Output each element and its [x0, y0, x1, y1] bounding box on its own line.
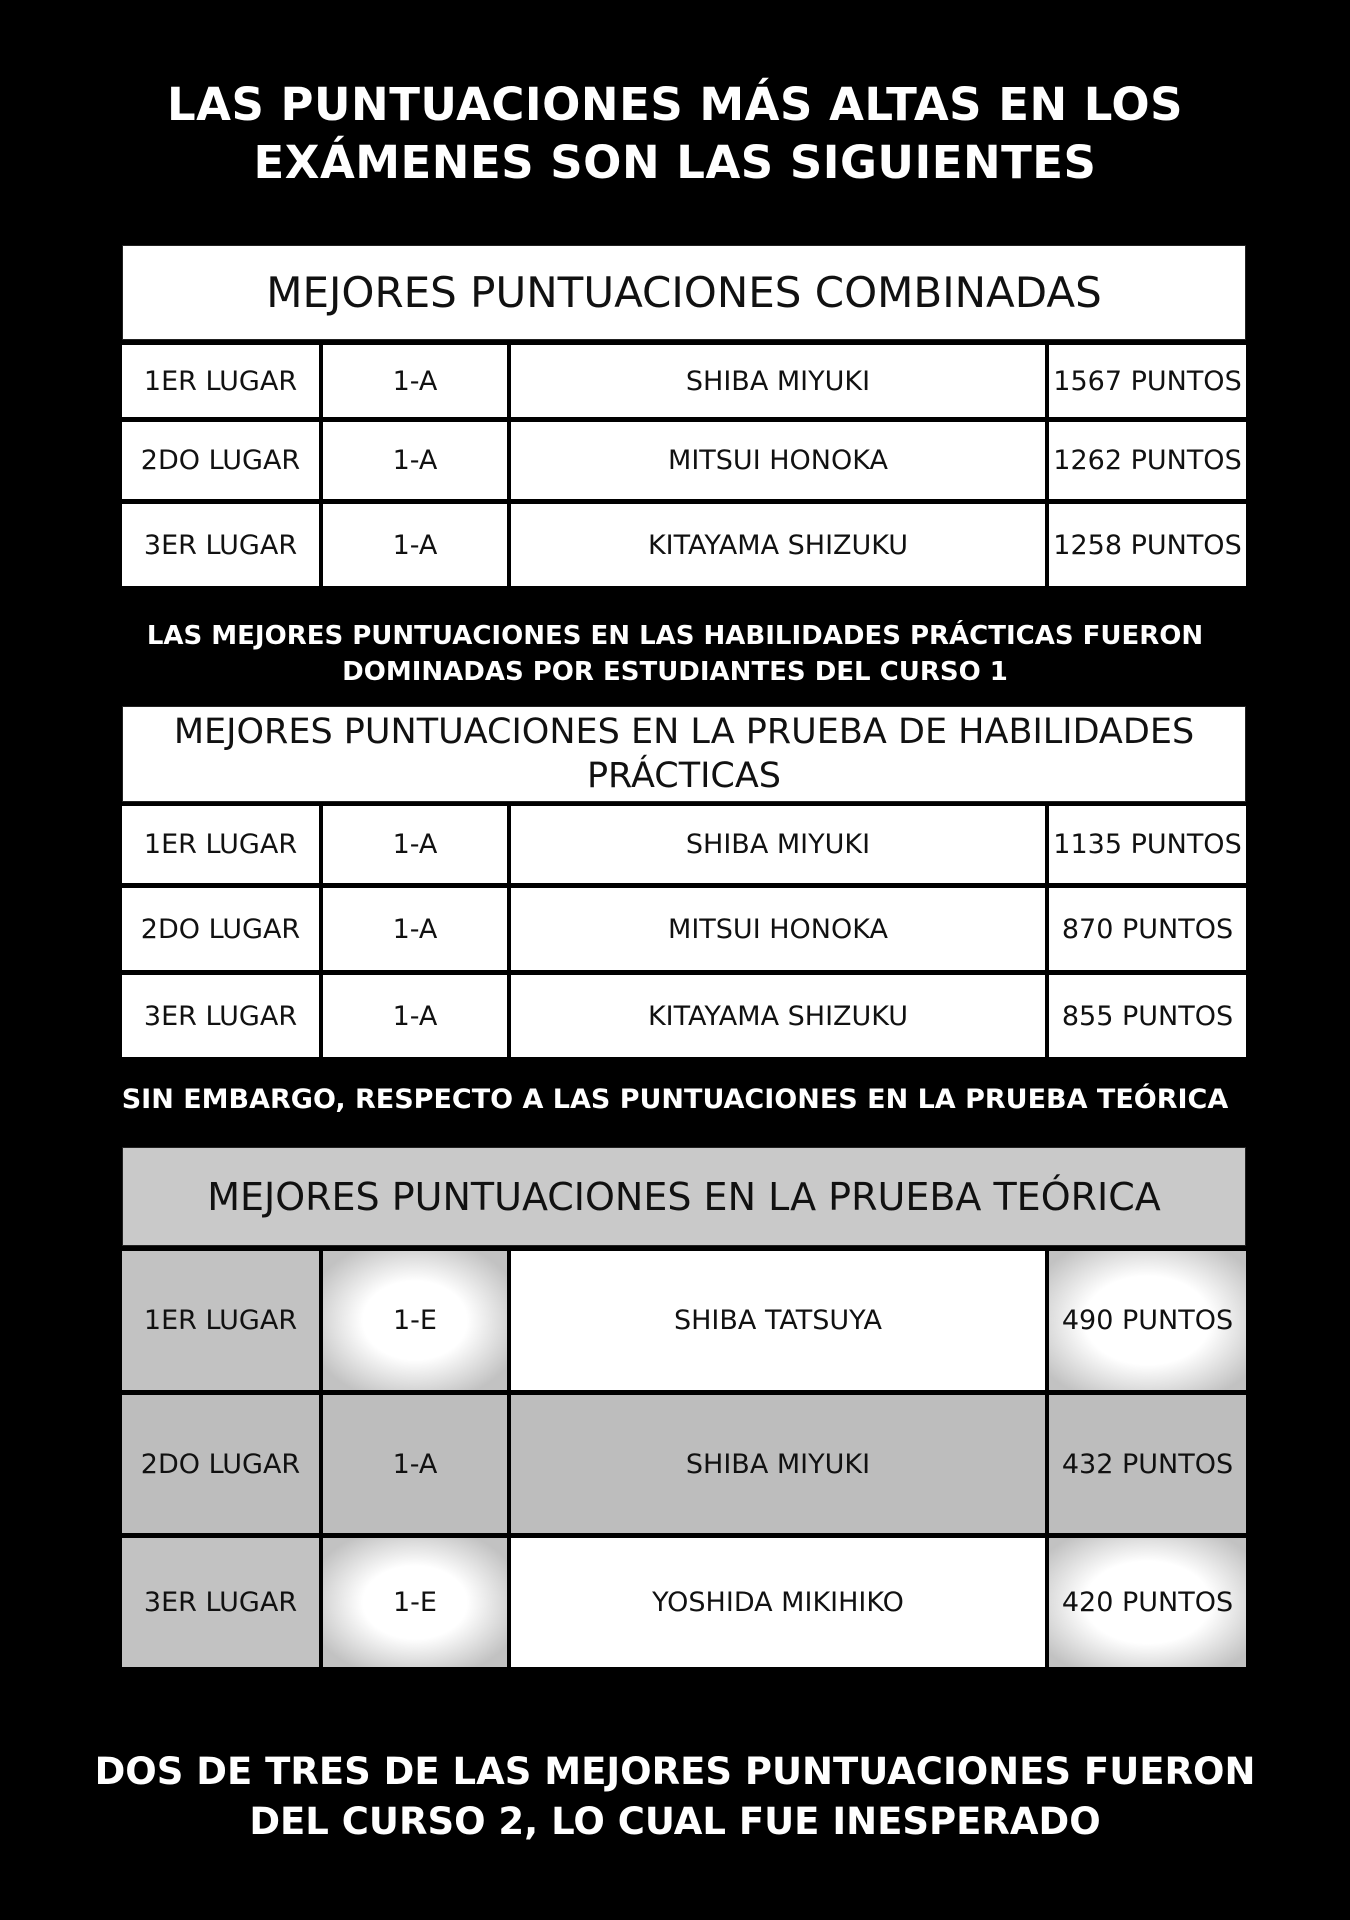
combined-title-text: MEJORES PUNTUACIONES COMBINADAS [266, 268, 1102, 317]
practical-note [0, 618, 1350, 690]
score-cell: 870 PUNTOS [1049, 888, 1246, 970]
outro-line-1: DOS DE TRES DE LAS MEJORES PUNTUACIONES FUERON [94, 1750, 1256, 1793]
place-cell: 1ER LUGAR [122, 806, 319, 883]
class-cell: 1-A [323, 806, 507, 883]
score-cell: 1262 PUNTOS [1049, 422, 1246, 499]
score-cell: 1135 PUNTOS [1049, 806, 1246, 883]
score-cell: 490 PUNTOS [1049, 1251, 1246, 1390]
practical-title-line-1: MEJORES PUNTUACIONES EN LA PRUEBA DE HABILIDADES [173, 712, 1195, 752]
practical-note-line-2: DOMINADAS POR ESTUDIANTES DEL CURSO 1 [342, 657, 1008, 687]
place-cell: 2DO LUGAR [122, 1395, 319, 1533]
class-cell: 1-A [323, 504, 507, 586]
theory-note-text: SIN EMBARGO, RESPECTO A LAS PUNTUACIONES EN LA PRUEBA TEÓRICA [121, 1084, 1229, 1115]
score-cell: 855 PUNTOS [1049, 975, 1246, 1057]
table-row [122, 345, 1246, 417]
name-cell: MITSUI HONOKA [511, 888, 1045, 970]
place-cell: 3ER LUGAR [122, 1538, 319, 1667]
outro-caption [0, 1747, 1350, 1847]
class-cell: 1-A [323, 888, 507, 970]
class-cell: 1-A [323, 422, 507, 499]
name-cell: KITAYAMA SHIZUKU [511, 504, 1045, 586]
table-row [122, 422, 1246, 499]
table-row [122, 504, 1246, 586]
class-cell: 1-A [323, 975, 507, 1057]
table-row [122, 806, 1246, 883]
name-cell: SHIBA MIYUKI [511, 1395, 1045, 1533]
score-cell: 432 PUNTOS [1049, 1395, 1246, 1533]
theory-table-title [122, 1147, 1246, 1246]
theory-title-text: MEJORES PUNTUACIONES EN LA PRUEBA TEÓRICA [207, 1174, 1161, 1219]
class-cell: 1-E [323, 1251, 507, 1390]
intro-line-2: EXÁMENES SON LAS SIGUIENTES [253, 136, 1097, 189]
score-cell: 420 PUNTOS [1049, 1538, 1246, 1667]
place-cell: 1ER LUGAR [122, 1251, 319, 1390]
combined-table-title [122, 245, 1246, 340]
intro-caption [0, 76, 1350, 192]
place-cell: 1ER LUGAR [122, 345, 319, 417]
name-cell: YOSHIDA MIKIHIKO [511, 1538, 1045, 1667]
practical-title-line-2: PRÁCTICAS [586, 756, 782, 796]
class-cell: 1-A [323, 345, 507, 417]
outro-line-2: DEL CURSO 2, LO CUAL FUE INESPERADO [249, 1800, 1101, 1843]
class-cell: 1-E [323, 1538, 507, 1667]
score-cell: 1567 PUNTOS [1049, 345, 1246, 417]
table-row [122, 1395, 1246, 1533]
table-row [122, 888, 1246, 970]
name-cell: MITSUI HONOKA [511, 422, 1045, 499]
name-cell: KITAYAMA SHIZUKU [511, 975, 1045, 1057]
intro-line-1: LAS PUNTUACIONES MÁS ALTAS EN LOS [166, 78, 1184, 131]
place-cell: 3ER LUGAR [122, 975, 319, 1057]
name-cell: SHIBA TATSUYA [511, 1251, 1045, 1390]
table-row [122, 975, 1246, 1057]
place-cell: 3ER LUGAR [122, 504, 319, 586]
table-row [122, 1538, 1246, 1667]
table-row [122, 1251, 1246, 1390]
place-cell: 2DO LUGAR [122, 422, 319, 499]
place-cell: 2DO LUGAR [122, 888, 319, 970]
practical-note-line-1: LAS MEJORES PUNTUACIONES EN LAS HABILIDADES PRÁCTICAS FUERON [146, 621, 1204, 651]
class-cell: 1-A [323, 1395, 507, 1533]
name-cell: SHIBA MIYUKI [511, 806, 1045, 883]
theory-note [0, 1082, 1350, 1118]
practical-table-title [122, 706, 1246, 802]
name-cell: SHIBA MIYUKI [511, 345, 1045, 417]
score-cell: 1258 PUNTOS [1049, 504, 1246, 586]
